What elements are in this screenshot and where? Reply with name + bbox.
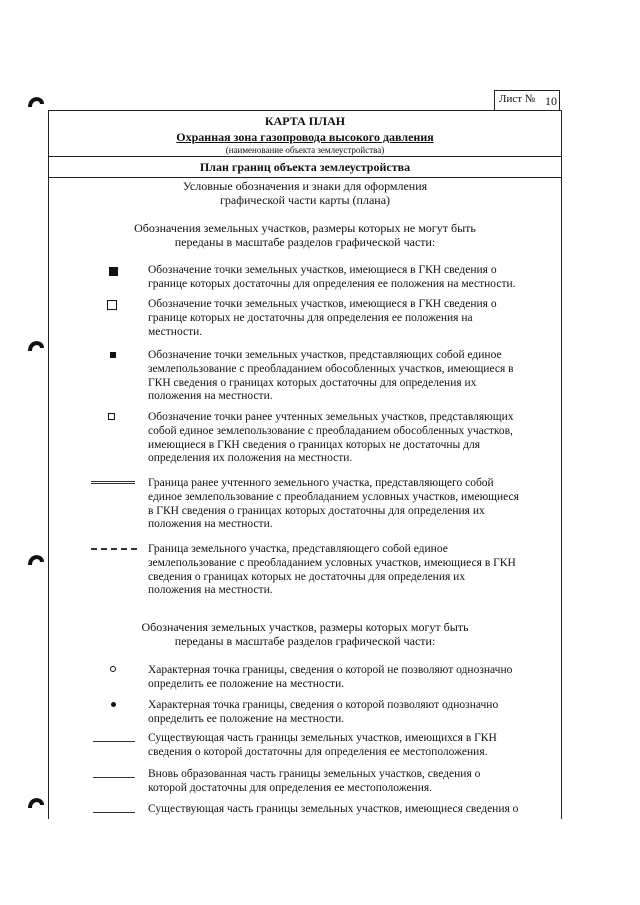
binder-ring-icon [28, 94, 44, 108]
solid-line-icon [71, 803, 127, 817]
section-heading-1 [49, 221, 561, 249]
text-line: Обозначение точки земельных участков, имеющиеся в ГКН сведения о [148, 264, 497, 276]
binder-ring-icon [28, 552, 44, 566]
text-line: Обозначение точки ранее учтенных земельных участков, представляющих [148, 411, 514, 423]
section-heading-line: переданы в масштабе разделов графической части: [174, 634, 436, 648]
double-line-icon [71, 477, 127, 491]
text-line: сведения о границах которых не достаточны для определения их [148, 570, 466, 583]
object-name: Охранная зона газопровода высокого давления [176, 130, 434, 144]
legend-item-text [148, 732, 554, 760]
text-line: в ГКН сведения о границах которых достаточны для определения их [148, 504, 485, 517]
section-heading-line: переданы в масштабе разделов графической части: [174, 235, 436, 249]
legend-item-text [148, 349, 554, 404]
text-line: Характерная точка границы, сведения о которой не позволяют однозначно [148, 664, 513, 676]
dashed-line-icon [71, 543, 127, 557]
text-line: единое землепользование с преобладанием условных участков, имеющиеся [148, 490, 519, 503]
text-line: собой единое землепользование с преобладанием обособленных участков, [148, 424, 513, 437]
legend-item-text [148, 699, 554, 727]
section-heading-2 [49, 620, 561, 648]
text-line: Граница земельного участка, представляющего собой единое [148, 543, 448, 555]
sheet-number-box [494, 90, 560, 110]
text-line: местности. [148, 325, 203, 338]
text-line: ГКН сведения о границах которых достаточны для определения их [148, 376, 477, 389]
page-title: КАРТА ПЛАН [264, 114, 346, 128]
square-small-filled-icon [71, 349, 127, 363]
circle-open-icon [71, 664, 127, 678]
legend-intro [49, 179, 561, 207]
legend-intro-line: Условные обозначения и знаки для оформления [182, 179, 428, 193]
legend-item-text [148, 664, 554, 692]
legend-item-text [148, 477, 554, 532]
circle-filled-icon [71, 699, 127, 713]
text-line: Обозначение точки земельных участков, представляющих собой единое [148, 349, 502, 361]
square-filled-icon [71, 264, 127, 278]
text-line: Граница ранее учтенного земельного участка, представляющего собой [148, 477, 494, 489]
text-line: Характерная точка границы, сведения о которой позволяют однозначно [148, 699, 499, 711]
text-line: положения на местности. [148, 584, 273, 597]
legend-intro-line: графической части карты (плана) [219, 193, 391, 207]
legend-item-text [148, 411, 554, 466]
legend-item-text [148, 298, 554, 339]
solid-line-icon [71, 768, 127, 782]
object-note: (наименование объекта землеустройства) [225, 145, 385, 155]
plan-title: План границ объекта землеустройства [49, 157, 561, 178]
section-heading-line: Обозначения земельных участков, размеры которых могут быть [141, 620, 469, 634]
text-line: Существующая часть границы земельных участков, имеющиеся сведения о [148, 803, 519, 815]
legend-item-text [148, 543, 554, 598]
legend-item-text [148, 803, 554, 817]
sheet-label: Лист № [499, 93, 536, 105]
sheet-number: 10 [545, 94, 557, 108]
square-open-icon [71, 298, 127, 312]
binder-ring-icon [28, 338, 44, 352]
legend-item-text [148, 264, 554, 292]
section-heading-line: Обозначения земельных участков, размеры которых не могут быть [134, 221, 476, 235]
square-small-open-icon [71, 411, 127, 425]
text-line: землепользование с преобладанием условных участков, имеющиеся в ГКН [148, 556, 516, 569]
text-line: границе которых не достаточны для определения ее положения на [148, 311, 473, 324]
binder-ring-icon [28, 795, 44, 809]
text-line: границе которых достаточны для определения ее положения на местности. [148, 277, 516, 290]
text-line: которой достаточны для определения ее местоположения. [148, 781, 433, 794]
text-line: Вновь образованная часть границы земельных участков, сведения о [148, 768, 481, 780]
solid-line-icon [71, 732, 127, 746]
text-line: положения на местности. [148, 390, 273, 403]
text-line: сведения о которой достаточны для определения ее местоположения. [148, 745, 488, 758]
text-line: Обозначение точки земельных участков, имеющиеся в ГКН сведения о [148, 298, 497, 310]
text-line: Существующая часть границы земельных участков, имеющихся в ГКН [148, 732, 497, 744]
text-line: положения на местности. [148, 518, 273, 531]
text-line: определения их положения на местности. [148, 452, 353, 465]
header-block [49, 111, 561, 157]
document-frame [48, 110, 562, 819]
text-line: определить ее положение на местности. [148, 712, 345, 725]
text-line: определить ее положение на местности. [148, 677, 345, 690]
legend-item-text [148, 768, 554, 796]
text-line: имеющиеся в ГКН сведения о границах которых не достаточны для [148, 438, 481, 451]
text-line: землепользование с преобладанием обособленных участков, имеющиеся в [148, 362, 514, 375]
